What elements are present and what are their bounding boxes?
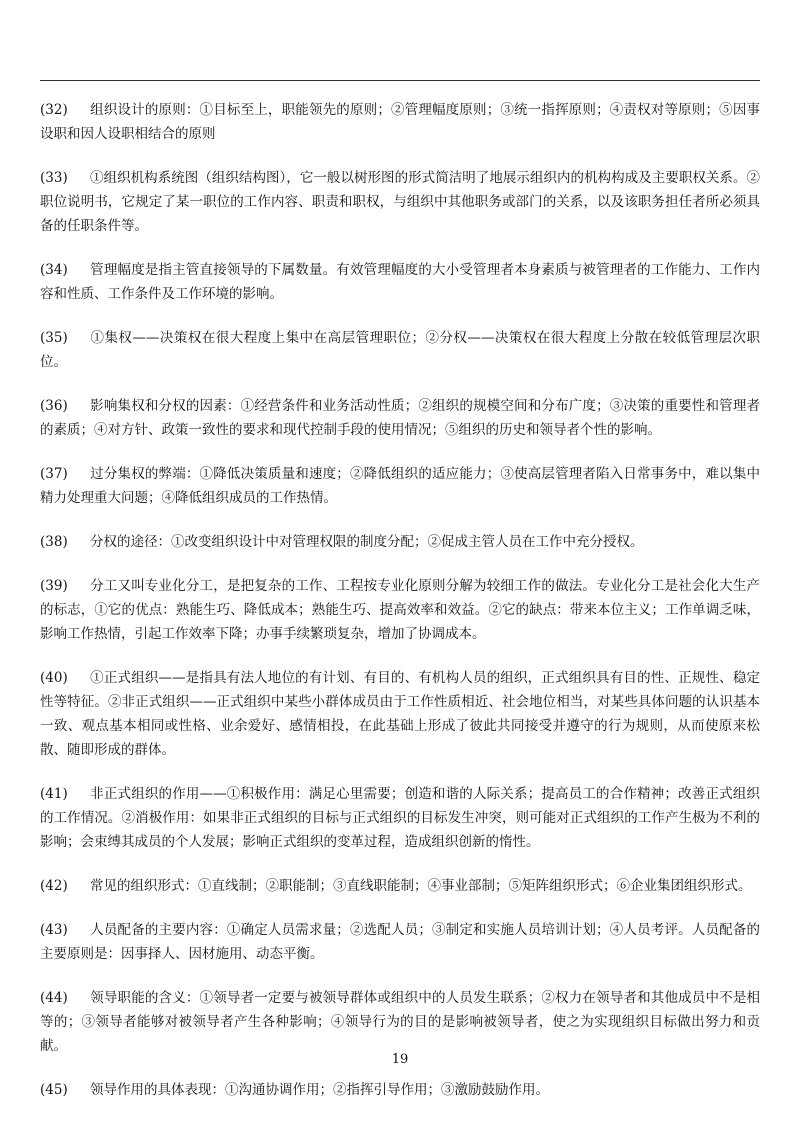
- list-item: [40, 666, 760, 762]
- item-text: ①集权——决策权在很大程度上集中在高层管理职位；②分权——决策权在很大程度上分散在较低管理层次职位。: [40, 330, 760, 370]
- item-text: 分权的途径：①改变组织设计中对管理权限的制度分配；②促成主管人员在工作中充分授权。: [90, 534, 644, 550]
- item-number: (41): [40, 786, 68, 802]
- list-item: [40, 574, 760, 646]
- item-text: ①正式组织——是指具有法人地位的有计划、有目的、有机构人员的组织，正式组织具有目的性、正规性、稳定性等特征。②非正式组织——正式组织中某些小群体成员由于工作性质相近、社会地位相当，对某些具体问题的认识基本一致、观点基本相同或性格、业余爱好、感情相投，在此基础上形成了彼此共同接受并遵守的行为规则，从而使原来松散、随即形成的群体。: [40, 670, 760, 758]
- list-item: [40, 462, 760, 510]
- item-text: 常见的组织形式：①直线制；②职能制；③直线职能制；④事业部制；⑤矩阵组织形式；⑥企业集团组织形式。: [90, 878, 752, 894]
- list-item: [40, 782, 760, 854]
- list-item: [40, 258, 760, 306]
- item-number: (33): [40, 170, 68, 186]
- list-item: [40, 918, 760, 966]
- item-text: 领导作用的具体表现：①沟通协调作用；②指挥引导作用；③激励鼓励作用。: [90, 1082, 549, 1098]
- item-number: (35): [40, 330, 68, 346]
- item-number: (43): [40, 922, 68, 938]
- item-text: 非正式组织的作用——①积极作用：满足心里需要；创造和谐的人际关系；提高员工的合作精神；改善正式组织的工作情况。②消极作用：如果非正式组织的目标与正式组织的目标发生冲突，则可能对正式组织的工作产生极为不利的影响；会束缚其成员的个人发展；影响正式组织的变革过程，造成组织创新的惰性。: [40, 786, 760, 850]
- item-text: 过分集权的弊端：①降低决策质量和速度；②降低组织的适应能力；③使高层管理者陷入日常事务中，难以集中精力处理重大问题；④降低组织成员的工作热情。: [40, 466, 760, 506]
- item-number: (32): [40, 102, 68, 118]
- item-number: (42): [40, 878, 68, 894]
- document-body: [40, 98, 760, 1122]
- item-text: 影响集权和分权的因素：①经营条件和业务活动性质；②组织的规模空间和分布广度；③决策的重要性和管理者的素质；④对方针、政策一致性的要求和现代控制手段的使用情况；⑤组织的历史和领导者个性的影响。: [40, 398, 760, 438]
- list-item: [40, 1078, 760, 1102]
- item-text: 组织设计的原则：①目标至上，职能领先的原则；②管理幅度原则；③统一指挥原则；④责权对等原则；⑤因事设职和因人设职相结合的原则: [40, 102, 760, 142]
- list-item: [40, 326, 760, 374]
- item-text: 领导职能的含义：①领导者一定要与被领导群体或组织中的人员发生联系；②权力在领导者和其他成员中不是相等的；③领导者能够对被领导者产生各种影响；④领导行为的目的是影响被领导者，使之为实现组织目标做出努力和贡献。: [40, 990, 760, 1054]
- item-text: 分工又叫专业化分工，是把复杂的工作、工程按专业化原则分解为较细工作的做法。专业化分工是社会化大生产的标志，①它的优点：熟能生巧、降低成本；熟能生巧、提高效率和效益。②它的缺点：带来本位主义；工作单调乏味，影响工作热情，引起工作效率下降；办事手续繁琐复杂，增加了协调成本。: [40, 578, 760, 642]
- list-item: [40, 874, 760, 898]
- item-number: (45): [40, 1082, 68, 1098]
- page-number: 19: [391, 1052, 409, 1067]
- item-number: (36): [40, 398, 68, 414]
- list-item: [40, 98, 760, 146]
- item-number: (37): [40, 466, 68, 482]
- header-rule: [40, 80, 760, 81]
- list-item: [40, 166, 760, 238]
- item-text: ①组织机构系统图（组织结构图），它一般以树形图的形式简洁明了地展示组织内的机构构成及主要职权关系。②职位说明书，它规定了某一职位的工作内容、职责和职权，与组织中其他职务或部门的关系，以及该职务担任者所必须具备的任职条件等。: [40, 170, 760, 234]
- item-number: (34): [40, 262, 68, 278]
- item-number: (38): [40, 534, 68, 550]
- item-number: (44): [40, 990, 68, 1006]
- item-number: (40): [40, 670, 68, 686]
- list-item: [40, 530, 760, 554]
- item-number: (39): [40, 578, 68, 594]
- item-text: 人员配备的主要内容：①确定人员需求量；②选配人员；③制定和实施人员培训计划；④人员考评。人员配备的主要原则是：因事择人、因材施用、动态平衡。: [40, 922, 760, 962]
- item-text: 管理幅度是指主管直接领导的下属数量。有效管理幅度的大小受管理者本身素质与被管理者的工作能力、工作内容和性质、工作条件及工作环境的影响。: [40, 262, 760, 302]
- list-item: [40, 394, 760, 442]
- list-item: [40, 986, 760, 1058]
